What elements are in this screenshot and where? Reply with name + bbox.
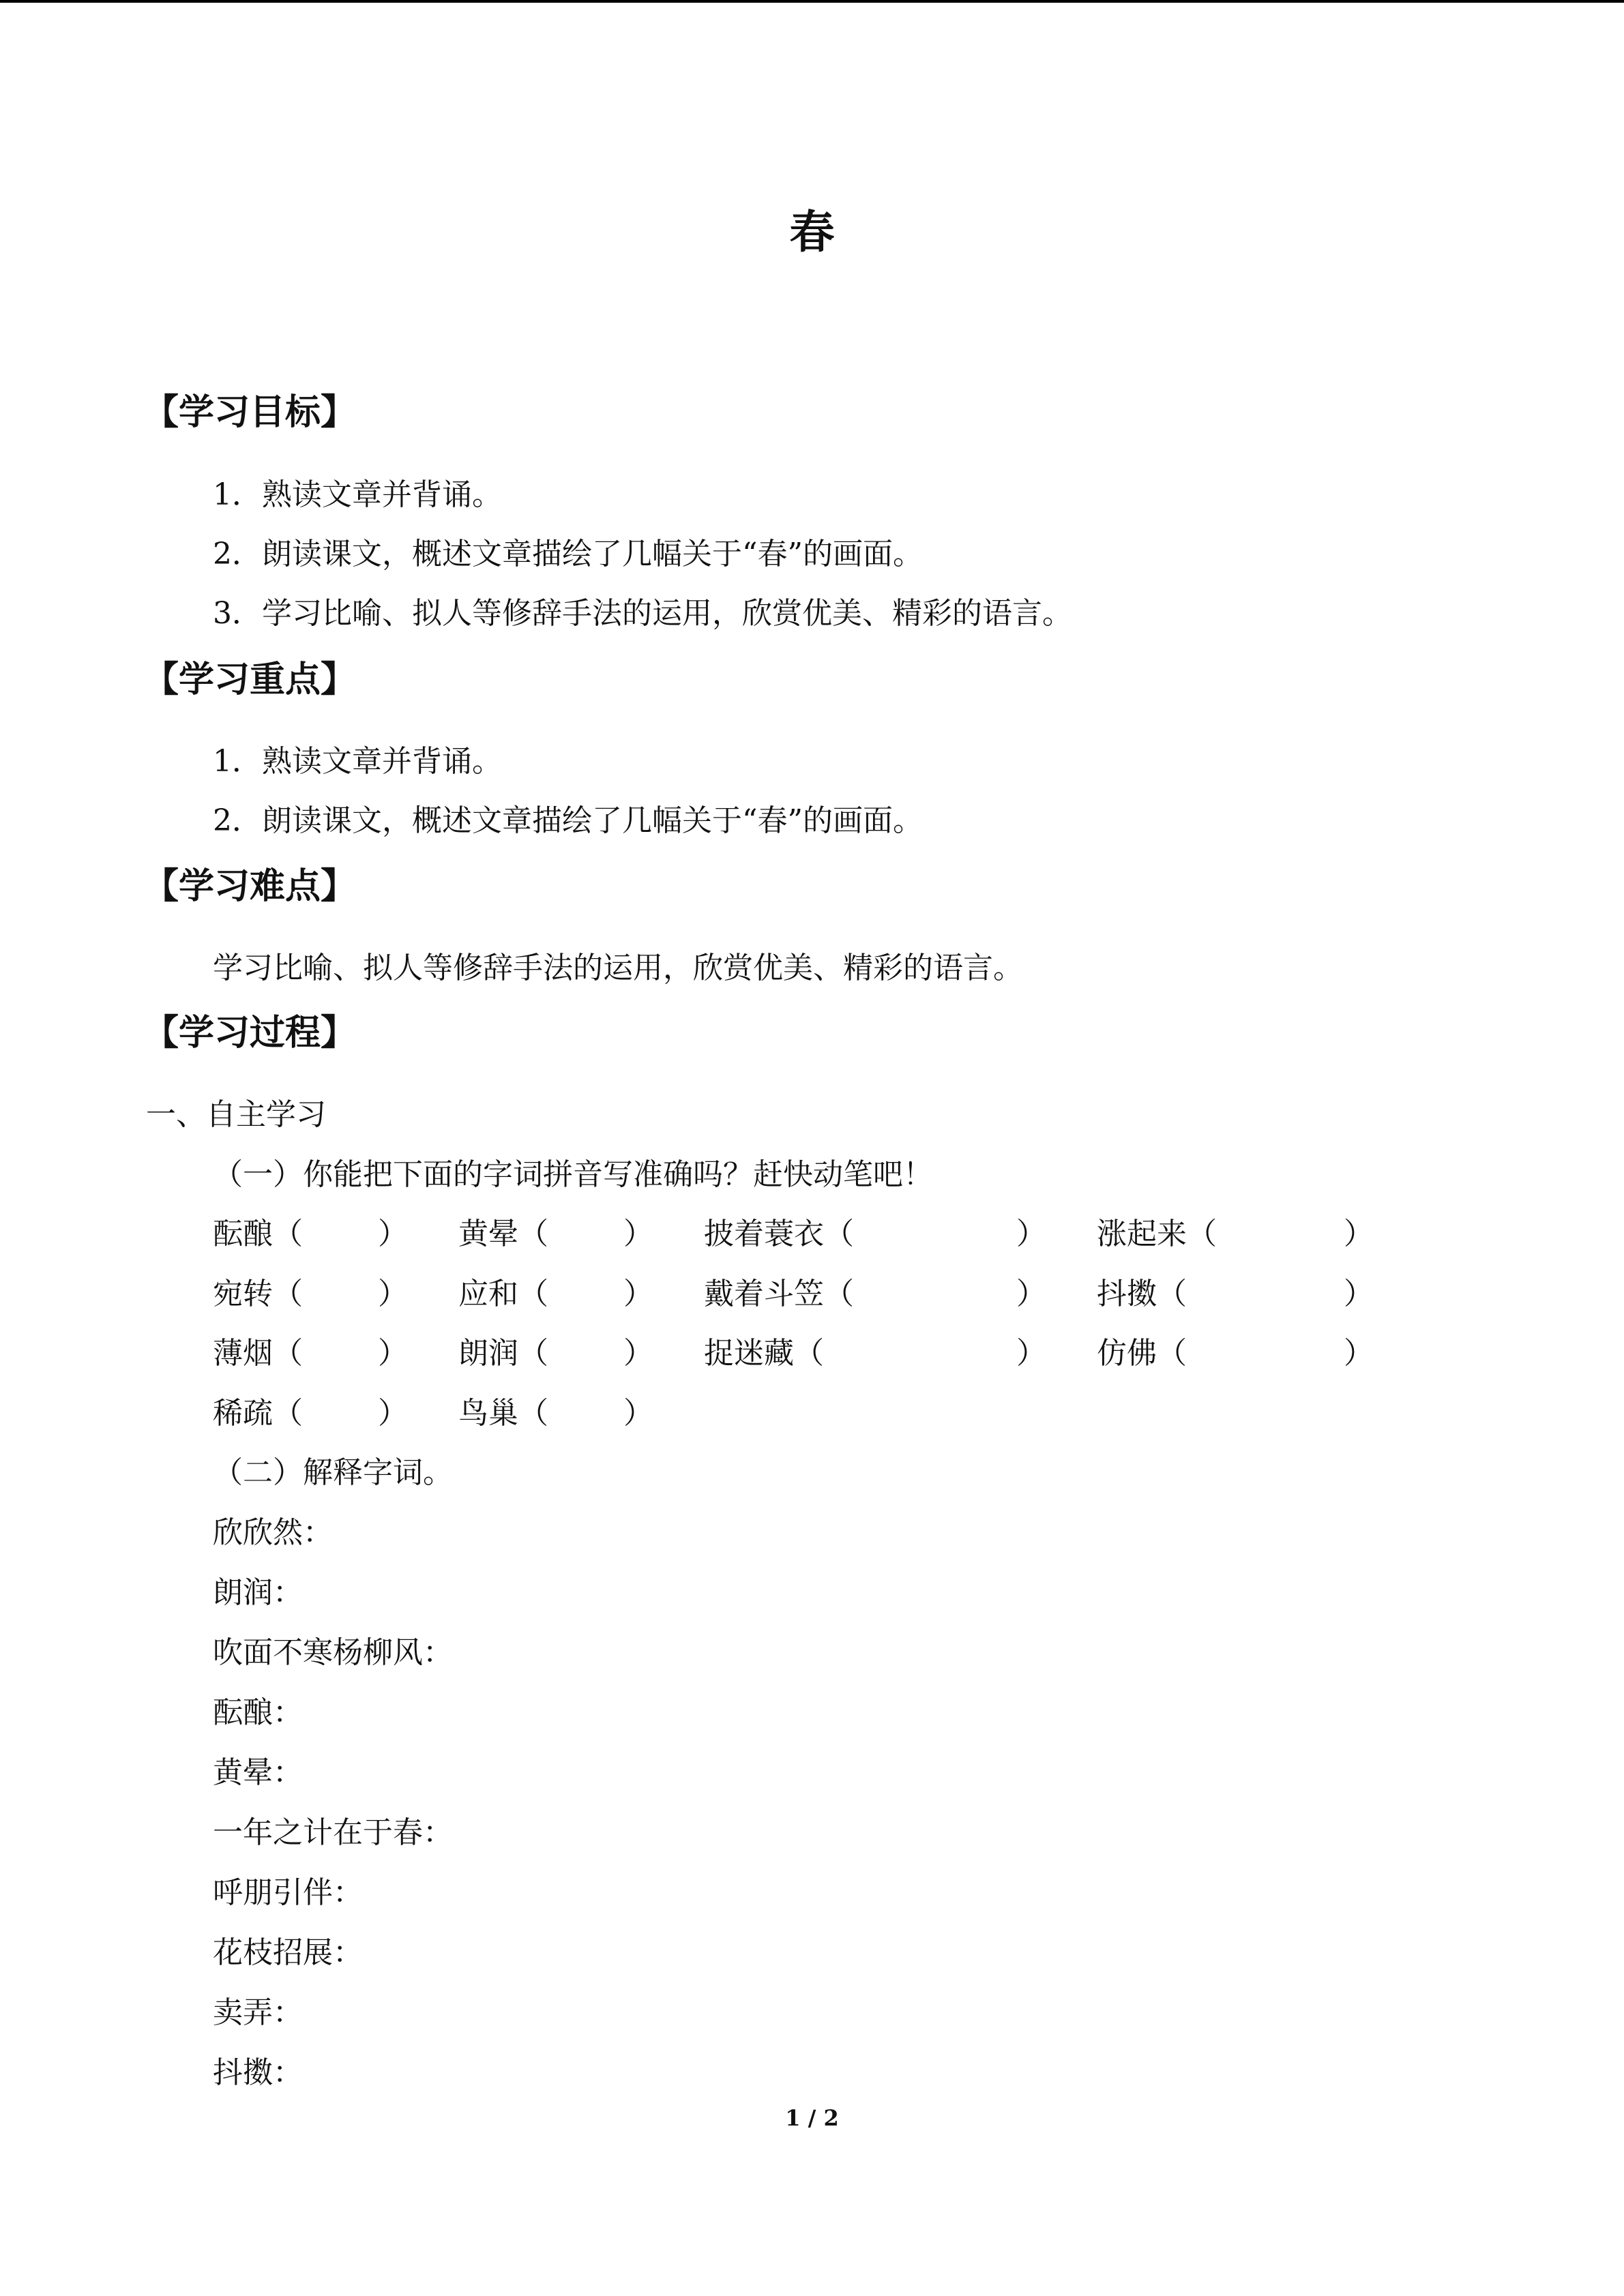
pinyin-word: 抖擞（ xyxy=(1097,1277,1187,1311)
pinyin-item xyxy=(213,1333,408,1374)
pinyin-word: 应和（ xyxy=(458,1277,548,1311)
pinyin-word: 薄烟（ xyxy=(213,1336,303,1371)
pinyin-blank-close: ） xyxy=(1016,1277,1046,1311)
term-item: 黄晕： xyxy=(213,1755,303,1790)
process-part-1: 一、自主学习 xyxy=(146,1097,326,1132)
goal-item-1: 1．熟读文章并背诵。 xyxy=(213,477,502,512)
pinyin-blank-close: ） xyxy=(378,1396,408,1431)
goal-item-3: 3．学习比喻、拟人等修辞手法的运用，欣赏优美、精彩的语言。 xyxy=(213,596,1072,631)
pinyin-blank-close: ） xyxy=(1344,1217,1374,1251)
pinyin-blank-close: ） xyxy=(1344,1277,1374,1311)
section-heading-goals: 【学习目标】 xyxy=(143,391,357,433)
pinyin-blank-close: ） xyxy=(1344,1336,1374,1371)
pinyin-word: 黄晕（ xyxy=(458,1217,548,1251)
pinyin-word: 仿佛（ xyxy=(1097,1336,1187,1371)
pinyin-word: 涨起来（ xyxy=(1097,1217,1217,1251)
document-title: 春 xyxy=(789,205,835,258)
goal-item-2: 2．朗读课文，概述文章描绘了几幅关于“春”的画面。 xyxy=(213,537,923,571)
pinyin-blank-close: ） xyxy=(378,1217,408,1251)
pinyin-blank-close: ） xyxy=(623,1217,653,1251)
term-item: 卖弄： xyxy=(213,1995,303,2030)
pinyin-item xyxy=(458,1274,653,1315)
term-item: 朗润： xyxy=(213,1575,303,1610)
pinyin-item xyxy=(213,1393,408,1434)
process-subsection-2: （二）解释字词。 xyxy=(213,1455,453,1490)
pinyin-item xyxy=(704,1214,1046,1255)
key-point-item-2: 2．朗读课文，概述文章描绘了几幅关于“春”的画面。 xyxy=(213,803,923,838)
term-item: 花枝招展： xyxy=(213,1935,363,1970)
pinyin-item xyxy=(213,1274,408,1315)
term-item: 酝酿： xyxy=(213,1695,303,1730)
pinyin-word: 披着蓑衣（ xyxy=(704,1217,854,1251)
key-point-item-1: 1．熟读文章并背诵。 xyxy=(213,744,502,779)
pinyin-blank-close: ） xyxy=(378,1277,408,1311)
pinyin-item xyxy=(1097,1214,1374,1255)
pinyin-word: 酝酿（ xyxy=(213,1217,303,1251)
pinyin-item xyxy=(704,1274,1046,1315)
pinyin-word: 宛转（ xyxy=(213,1277,303,1311)
section-heading-key-points: 【学习重点】 xyxy=(143,659,357,700)
pinyin-item xyxy=(458,1393,653,1434)
pinyin-word: 戴着斗笠（ xyxy=(704,1277,854,1311)
pinyin-blank-close: ） xyxy=(623,1396,653,1431)
pinyin-item xyxy=(458,1214,653,1255)
pinyin-blank-close: ） xyxy=(623,1336,653,1371)
pinyin-blank-close: ） xyxy=(623,1277,653,1311)
pinyin-blank-close: ） xyxy=(1016,1217,1046,1251)
term-item: 吹面不寒杨柳风： xyxy=(213,1635,453,1670)
section-heading-difficulties: 【学习难点】 xyxy=(143,865,357,907)
page-number: 1 / 2 xyxy=(785,2105,839,2131)
pinyin-item xyxy=(1097,1274,1374,1315)
term-item: 欣欣然： xyxy=(213,1515,333,1550)
pinyin-item xyxy=(1097,1333,1374,1374)
pinyin-word: 鸟巢（ xyxy=(458,1396,548,1431)
pinyin-blank-close: ） xyxy=(378,1336,408,1371)
pinyin-blank-close: ） xyxy=(1016,1336,1046,1371)
term-item: 呼朋引伴： xyxy=(213,1875,363,1910)
term-item: 抖擞： xyxy=(213,2055,303,2090)
section-heading-process: 【学习过程】 xyxy=(143,1012,357,1054)
pinyin-word: 稀疏（ xyxy=(213,1396,303,1431)
pinyin-item xyxy=(213,1214,408,1255)
pinyin-item xyxy=(458,1333,653,1374)
process-subsection-1: （一）你能把下面的字词拼音写准确吗？赶快动笔吧！ xyxy=(213,1157,933,1192)
pinyin-word: 朗润（ xyxy=(458,1336,548,1371)
term-item: 一年之计在于春： xyxy=(213,1815,453,1850)
pinyin-word: 捉迷藏（ xyxy=(704,1336,824,1371)
difficulty-text: 学习比喻、拟人等修辞手法的运用，欣赏优美、精彩的语言。 xyxy=(213,951,1023,985)
pinyin-item xyxy=(704,1333,1046,1374)
